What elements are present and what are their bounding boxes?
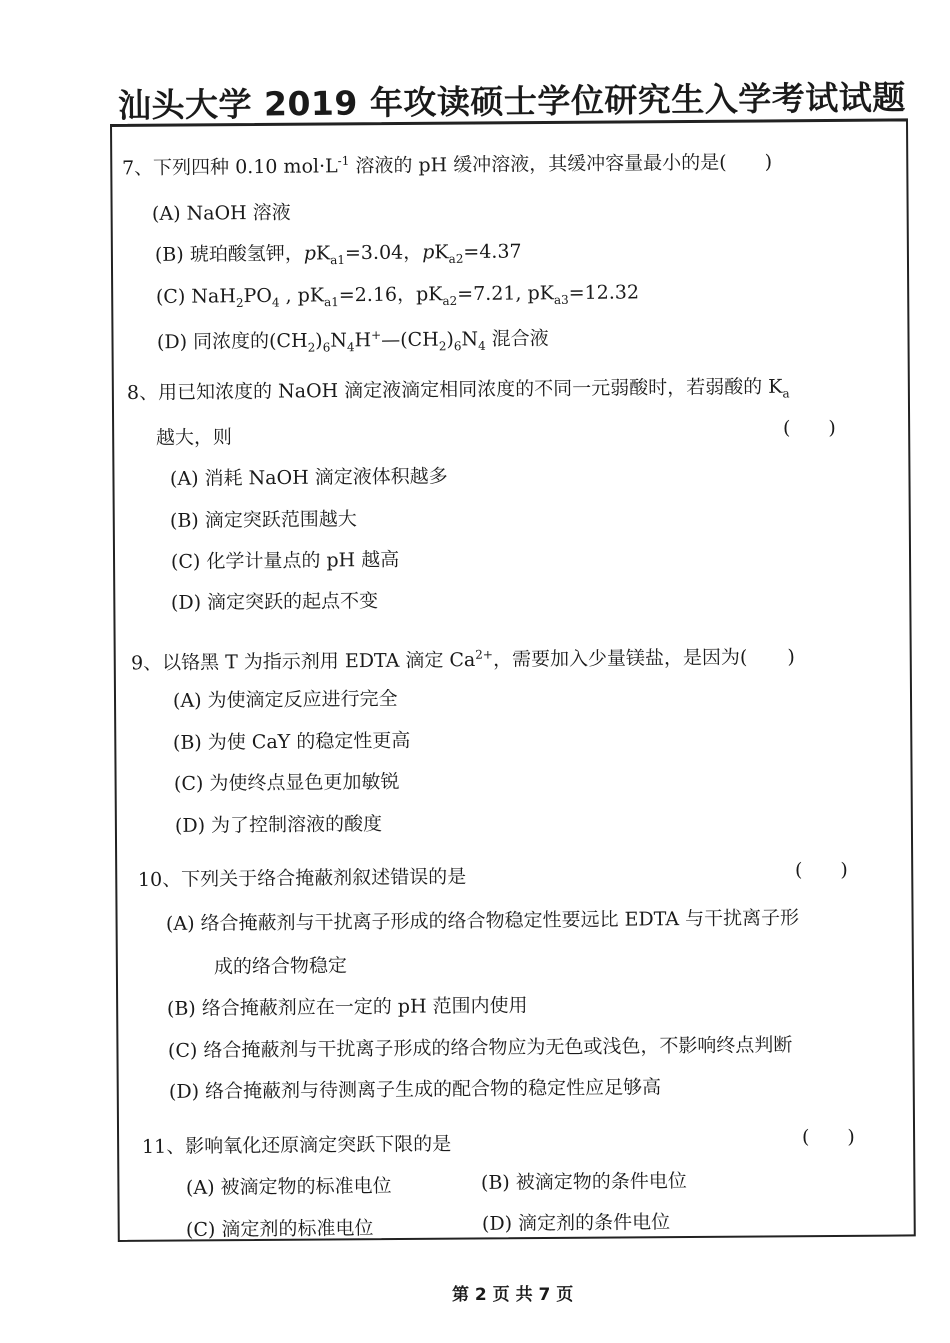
q8-option-d: (D) 滴定突跃的起点不变: [170, 590, 379, 614]
q10-answer-paren[interactable]: ( ): [795, 859, 848, 881]
q11-option-b: (B) 被滴定物的条件电位: [480, 1170, 687, 1194]
page-title: 汕头大学 2019 年攻读硕士学位研究生入学考试试题: [117, 77, 907, 125]
q8-answer-paren[interactable]: ( ): [783, 417, 836, 439]
q8-option-c: (C) 化学计量点的 pH 越高: [170, 548, 400, 573]
q8-stem-cont: 越大，则: [155, 426, 233, 449]
q11-option-a: (A) 被滴定物的标准电位: [185, 1175, 392, 1199]
q10-option-a-cont: 成的络合物稳定: [213, 954, 348, 978]
q9-option-a: (A) 为使滴定反应进行完全: [172, 687, 398, 712]
q8-option-a: (A) 消耗 NaOH 滴定液体积越多: [169, 465, 448, 490]
q8-option-b: (B) 滴定突跃范围越大: [169, 508, 357, 532]
q9-option-c: (C) 为使终点显色更加敏锐: [173, 770, 400, 795]
q11-option-d: (D) 滴定剂的条件电位: [481, 1211, 671, 1235]
q8-stem: 8、用已知浓度的 NaOH 滴定液滴定相同浓度的不同一元弱酸时，若弱酸的 $K_a$: [126, 375, 790, 404]
q7-option-b: (B) 琥珀酸氢钾，$pK_{a1}=3.04$，$pK_{a2}=4.37$: [154, 240, 522, 268]
q9-option-b: (B) 为使 CaY 的稳定性更高: [172, 729, 411, 754]
q10-option-a: (A) 络合掩蔽剂与干扰离子形成的络合物稳定性要远比 EDTA 与干扰离子形: [165, 906, 800, 935]
q10-option-c: (C) 络合掩蔽剂与干扰离子形成的络合物应为无色或浅色，不影响终点判断: [167, 1034, 793, 1062]
q10-option-b: (B) 络合掩蔽剂应在一定的 pH 范围内使用: [166, 994, 528, 1020]
q7-option-c: (C) $NaH_2PO_4$ , $pK_{a1}=2.16$，$pK_{a2}=7.21$, $pK_{a3}=12.32$: [155, 281, 640, 311]
q11-stem: 11、影响氧化还原滴定突跃下限的是: [141, 1133, 452, 1158]
page-footer: 第 2 页 共 7 页: [452, 1285, 574, 1305]
q10-stem: 10、下列关于络合掩蔽剂叙述错误的是: [137, 865, 467, 891]
q9-stem: 9、以铬黑 T 为指示剂用 EDTA 滴定 $Ca^{2+}$，需要加入少量镁盐，是因为( ): [130, 645, 795, 675]
q11-option-c: (C) 滴定剂的标准电位: [185, 1217, 374, 1241]
q7-stem: 7、下列四种 0.10 $mol\cdot L^{-1}$ 溶液的 pH 缓冲溶液，其缓冲容量最小的是( ): [121, 151, 773, 180]
q10-option-d: (D) 络合掩蔽剂与待测离子生成的配合物的稳定性应足够高: [168, 1076, 662, 1103]
q7-option-d: (D) 同浓度的$(CH_2)_6N_4H^+—(CH_2)_6N_4$ 混合液: [156, 327, 549, 355]
q7-option-a: (A) NaOH 溶液: [151, 201, 291, 225]
q11-answer-paren[interactable]: ( ): [802, 1126, 855, 1148]
q9-option-d: (D) 为了控制溶液的酸度: [174, 813, 383, 837]
